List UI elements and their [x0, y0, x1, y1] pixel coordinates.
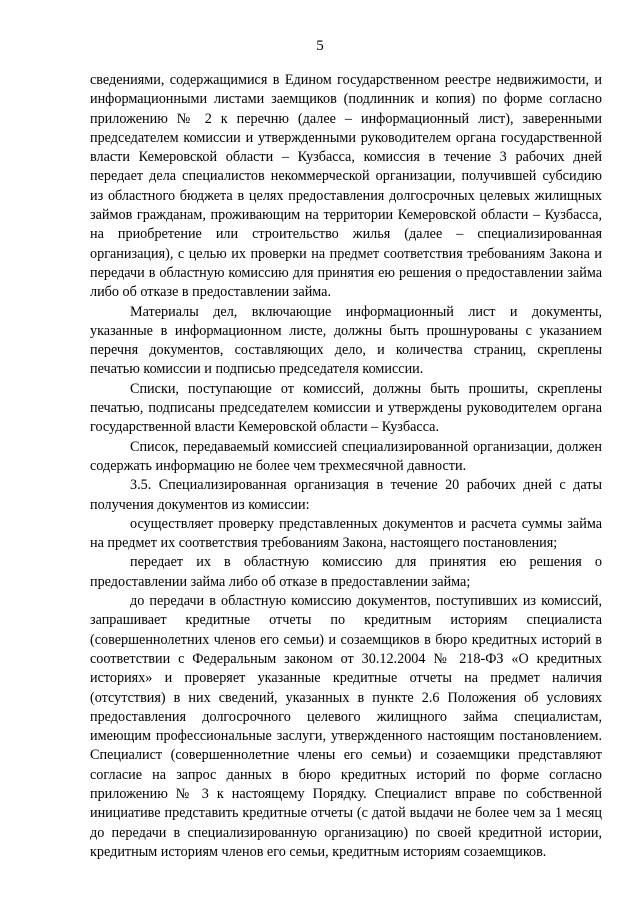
paragraph: до передачи в областную комиссию документов, поступивших из комиссий, запрашивает кредитные отчеты по кредитным историям специалиста (совершеннолетних членов его семьи) и созаемщиков в бюро кредитных историй в соответствии с Федеральным законом от 30.12.2004 № 218-ФЗ «О кредитных историях» и проверяет указанные кредитные отчеты на предмет наличия (отсутствия) в них сведений, указанных в пункте 2.6 Положения об условиях предоставления долгосрочного целевого жилищного займа специалистам, имеющим профессиональные заслуги, утвержденного настоящим постановлением. Специалист (совершеннолетние члены его семьи) и созаемщики представляют согласие на запрос данных в бюро кредитных историй по форме согласно приложению № 3 к настоящему Порядку. Специалист вправе по собственной инициативе представить кредитные отчеты (с датой выдачи не более чем за 1 месяц до передачи в специализированную организацию) по своей кредитной истории, кредитным историям членов его семьи, кредитным историям созаемщиков. — [90, 593, 602, 860]
paragraph: сведениями, содержащимися в Едином государственном реестре недвижимости, и информационными листами заемщиков (подлинник и копия) по форме согласно приложению № 2 к перечню (далее – информационный лист), заверенными председателем комиссии и утвержденными руководителем органа государственной власти Кемеровской области – Кузбасса, комиссия в течение 3 рабочих дней передает дела специалистов некоммерческой организации, получившей субсидию из областного бюджета в целях предоставления долгосрочных целевых жилищных займов гражданам, проживающим на территории Кемеровской области – Кузбасса, на приобретение или строительство жилья (далее – специализированная организация), с целью их проверки на предмет соответствия требованиям Закона и передачи в областную комиссию для принятия ею решения о предоставлении займа либо об отказе в предоставлении займа. — [90, 72, 602, 301]
document-body — [90, 71, 602, 862]
paragraph: Список, передаваемый комиссией специализированной организации, должен содержать информацию не более чем трехмесячной давности. — [90, 438, 602, 474]
paragraph: Списки, поступающие от комиссий, должны быть прошиты, скреплены печатью, подписаны председателем комиссии и утверждены руководителем органа государственной власти Кемеровской области – Кузбасса. — [90, 380, 602, 436]
page-number: 5 — [316, 38, 324, 54]
paragraph: Материалы дел, включающие информационный лист и документы, указанные в информационном листе, должны быть прошнурованы с указанием перечня документов, составляющих дело, и количества страниц, скреплены печатью комиссии и подписью председателя комиссии. — [90, 303, 602, 378]
paragraph: передает их в областную комиссию для принятия ею решения о предоставлении займа либо об отказе в предоставлении займа; — [90, 554, 602, 590]
paragraph: 3.5. Специализированная организация в течение 20 рабочих дней с даты получения документов из комиссии: — [90, 477, 602, 513]
paragraph: осуществляет проверку представленных документов и расчета суммы займа на предмет их соответствия требованиям Закона, настоящего постановления; — [90, 515, 602, 552]
